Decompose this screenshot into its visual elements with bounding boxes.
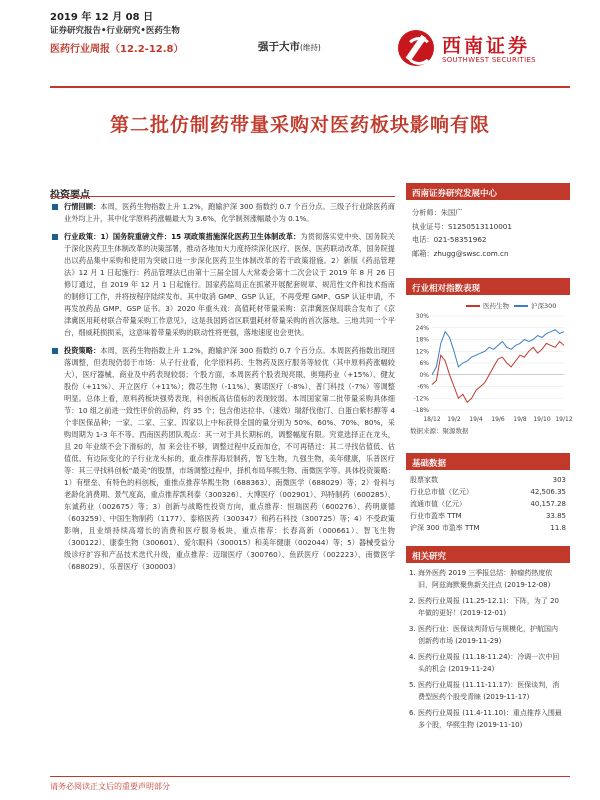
industry-rating bbox=[258, 39, 321, 54]
sidebar bbox=[406, 183, 573, 731]
list-number: 5. bbox=[409, 681, 416, 689]
y-tick-label: 18% bbox=[415, 336, 429, 344]
list-number: 1. bbox=[409, 569, 416, 577]
related-research bbox=[406, 546, 570, 731]
paragraph-lead: 行情回顾： bbox=[64, 202, 101, 211]
sidebar-research-team: 西南证券研究发展中心 bbox=[406, 183, 570, 200]
analyst-email[interactable]: 邮箱：zhugg@swsc.com.cn bbox=[412, 248, 509, 258]
table-cell-label: 沪深 300 市盈率 TTM bbox=[410, 524, 480, 532]
x-tick-label: 19/2 bbox=[447, 416, 461, 423]
y-tick-label: 12% bbox=[415, 348, 429, 356]
table-cell-value: 33.85 bbox=[545, 512, 566, 520]
logo-cn-text: 西南证券 bbox=[442, 35, 531, 57]
chart-legend bbox=[406, 298, 570, 312]
chart-source: 数据来源：聚源数据 bbox=[410, 427, 469, 435]
summary-paragraph-strategy bbox=[50, 345, 395, 573]
summary-body bbox=[50, 196, 395, 579]
logo-mark-icon bbox=[398, 30, 434, 66]
fundamentals-table bbox=[406, 474, 570, 534]
table-cell-label: 股票家数 bbox=[410, 476, 438, 484]
y-tick-label: -18% bbox=[413, 407, 429, 414]
list-text: 医药行业：医保谈判背后与规模化，护航国内创新药市场 (2019-11-29) bbox=[418, 625, 558, 645]
series-line-1 bbox=[432, 330, 564, 375]
analyst-info bbox=[406, 200, 570, 274]
square-bullet-icon bbox=[52, 234, 58, 240]
header-divider bbox=[50, 86, 570, 88]
report-header bbox=[0, 0, 600, 90]
square-bullet-icon bbox=[52, 348, 58, 354]
table-cell-label: 行业市盈率 TTM bbox=[410, 512, 462, 520]
list-text: 医药行业周报 (11.4-11.10)：重点推荐入围最多个股，华熙生物 (2019-11-10) bbox=[418, 709, 562, 729]
list-text: 海外医药 2019 三季报总结：肿瘤药热度依旧，阿兹海默聚焦新关注点 (2019-12-08) bbox=[418, 569, 553, 589]
rating-note: (维持) bbox=[300, 43, 321, 52]
list-text: 医药行业周报 (11.25-12.1)：下阵，为了 20 年做的更好！(2019-12-01) bbox=[418, 597, 559, 617]
table-cell-value: 303 bbox=[552, 476, 566, 484]
table-cell-label: 流通市值（亿元） bbox=[410, 500, 466, 508]
summary-divider bbox=[50, 196, 395, 197]
list-item[interactable] bbox=[406, 595, 570, 619]
y-tick-label: -6% bbox=[417, 383, 429, 391]
list-number: 4. bbox=[409, 653, 416, 661]
y-tick-label: 0% bbox=[419, 371, 429, 379]
list-number: 3. bbox=[409, 625, 416, 633]
report-date: 2019 年 12 月 08 日 bbox=[50, 12, 154, 23]
x-tick-label: 19/8 bbox=[513, 416, 527, 423]
table-cell-value: 40,157.28 bbox=[530, 500, 566, 508]
fundamentals-box bbox=[406, 453, 570, 534]
x-tick-label: 19/4 bbox=[469, 416, 483, 423]
x-tick-label: 19/6 bbox=[491, 416, 505, 423]
list-text: 医药行业周报 (11.11-11.17)：医保谈判，消费型医药个股受青睐 (2019-11-17) bbox=[418, 681, 560, 701]
legend-label: 沪深300 bbox=[531, 302, 557, 310]
list-item[interactable] bbox=[406, 651, 570, 675]
list-item[interactable] bbox=[406, 707, 570, 731]
list-number: 2. bbox=[409, 597, 416, 605]
x-tick-label: 18/12 bbox=[423, 416, 441, 423]
chart-heading: 行业相对指数表现 bbox=[406, 278, 570, 295]
report-title: 第二批仿制药带量采购对医药板块影响有限 bbox=[109, 114, 490, 136]
list-text: 医药行业周报 (11.18-11.24)：冷调一次中回头的机会 (2019-11-24) bbox=[418, 653, 560, 673]
legend-swatch bbox=[514, 305, 528, 307]
footer-disclaimer: 请务必阅读正文后的重要声明部分 bbox=[50, 782, 170, 791]
list-number: 6. bbox=[409, 709, 416, 717]
table-row bbox=[406, 498, 570, 510]
square-bullet-icon bbox=[52, 204, 58, 210]
paragraph-text: 本周，医药生物指数上升 1.2%，跑输沪深 300 指数约 0.7 个百分点。本周医药指数出现回落调整，但表现仍弱于市场：从子行业看，化学原料药、生物药及医疗服务等较优（其中原料药涨幅较大），医疗器械、商业及中药表现较弱；个股方面，本周医药个股表现亮眼，奥翔药业（+15%）、健友股份（+11%）、开立医疗（+11%）；微芯生物（-11%）、赛诺医疗（-8%）、普门科技（-7%）等调整明显。总体上看，原料药板块强势表现，科创板高估值标的表现较弱。本周国家第二批带量采购具体细节：10 组之前进一致性评价的品种，约 35 个；包含他达拉非、（速效）瑞舒伐他汀、白蛋白紫杉醇等 4 个非医保品种；一家、二家、三家、四家以上中标获得全国的量分别为 50%、60%、70%、80%，采购周期为 1-3 年不等。西南医药团队观点：其一对于具长期标的，调整幅度有限。究竟选择正在龙头，且 20 年业绩不会下滑标的，加 来会往不够，调整过程中反而加仓，不可再错过：其二寻找估值低、估值低、有边际变化的子行业龙头标的，重点推荐海辰制药，智飞生物，九强生物，美年健康，乐普医疗等：其三寻找科创板“最美”的股票，市场调整过程中，择机布局华熙生物、南微医学等。具体投资策略：1）有壁垒、有特色的科创板，重推点推荐华熙生物（688363）、南微医学（688029）等；2）骨科与老龄化消费期、景气度高，重点推荐凯利泰（300326）、大博医疗（002901）、玛特制药（600285）、东诚药业（002675）等；3）创新与战略性投资方向，重点推荐：恒瑞医药（600276）、药明康德（603259）、中国生物制药（1177）、泰格医药（300347）和药石科技（300725）等；4）不受政策影响，且业绩持续高增长的消费和医疗服务板块，重点推荐：长春高新（000661）、智飞生物（300122）、康泰生物（300601）、爱尔眼科（300015）和美年健康（002044）等；5）器械受益分级诊疗扩容和产品技术迭代升级，重点推荐：迈瑞医疗（300760）、鱼跃医疗（002223）、南微医学（688029）、乐普医疗（300003） bbox=[64, 346, 395, 571]
x-tick-label: 19/10 bbox=[533, 416, 551, 423]
table-row bbox=[406, 510, 570, 522]
paragraph-text: 为贯彻落实党中央、国务院关于深化医药卫生体制改革的决策部署，推动各地加大力度持续深化医疗、医保、医药联动改革，国务院提出以药品集中采购和使用为突破口进一步深化医药卫生体制改革的若干政策措施。2）新版《药品管理法》12 月 1 日起施行：药品管理法已由第十三届全国人大常委会第十二次会议于 2019 年 8 月 26 日修订通过，自 2019 年 12 月 1 日起施行。国家药监局正在抓紧开展配套规章、规范性文件和技术指南的制修订工作，并将按程序陆续发布。其中取消 GMP、GSP 认证，不再受理 GMP、GSP 认证申请，不再发放药品 GMP、GSP 证书。3）2020 年重头戏：高值耗材带量采购：京津冀医保局联合发布了《京津冀医用耗材联合带量采购工作意见》，这是我国跨省区联盟耗材带量采购的首次落地。三地共同一个平台，细威耗损损采，这意味着带量采购的联动性将更强，落地速度也会更快。 bbox=[64, 232, 395, 337]
y-tick-label: 6% bbox=[419, 360, 429, 367]
summary-paragraph-market bbox=[50, 201, 395, 225]
table-row bbox=[406, 522, 570, 534]
y-tick-label: -12% bbox=[413, 395, 429, 403]
logo-en-text: SOUTHWEST SECURITIES bbox=[442, 56, 536, 64]
fundamentals-heading: 基础数据 bbox=[406, 453, 570, 470]
paragraph-lead: 投资策略： bbox=[64, 346, 101, 355]
x-tick-label: 19/12 bbox=[555, 416, 573, 423]
table-row bbox=[406, 474, 570, 486]
y-tick-label: 24% bbox=[415, 324, 429, 332]
series-line-0 bbox=[432, 342, 564, 403]
relative-index-chart bbox=[406, 278, 573, 435]
table-cell-label: 行业总市值（亿元） bbox=[410, 488, 473, 496]
analyst-cert: 执业证号：S1250513110001 bbox=[412, 221, 512, 231]
footer-divider bbox=[50, 776, 570, 777]
summary-paragraph-policy bbox=[50, 231, 395, 339]
paragraph-lead: 行业政策：1）国务院重磅文件：15 项政策措施深化医药卫生体制改革： bbox=[64, 232, 301, 241]
legend-item-series-1 bbox=[514, 301, 556, 310]
table-row bbox=[406, 486, 570, 498]
legend-swatch bbox=[466, 305, 480, 307]
list-item[interactable] bbox=[406, 623, 570, 647]
paragraph-text: 本周，医药生物指数上升 1.2%，跑输沪深 300 指数约 0.7 个百分点。三级子行业除医药商业外均上升，其中化学原料药涨幅最大为 3.6%，化学制剂涨幅最小为 0.1%。 bbox=[64, 202, 395, 223]
y-tick-label: 30% bbox=[415, 313, 429, 320]
table-cell-value: 11.8 bbox=[550, 524, 566, 532]
analyst-name: 分析师：朱国广 bbox=[412, 208, 463, 217]
report-category: 证券研究报告•行业研究•医药生物 bbox=[50, 26, 180, 36]
table-cell-value: 42,506.35 bbox=[530, 488, 566, 496]
list-item[interactable] bbox=[406, 567, 570, 591]
list-item[interactable] bbox=[406, 679, 570, 703]
related-heading: 相关研究 bbox=[406, 546, 570, 563]
company-logo bbox=[398, 30, 568, 70]
report-series: 医药行业周报（12.2-12.8） bbox=[50, 44, 184, 55]
line-chart bbox=[406, 312, 573, 424]
analyst-phone: 电话：021-58351962 bbox=[412, 235, 487, 244]
legend-label: 医药生物 bbox=[483, 302, 509, 310]
rating-label: 强于大市 bbox=[258, 41, 300, 53]
legend-item-series-0 bbox=[466, 301, 509, 310]
